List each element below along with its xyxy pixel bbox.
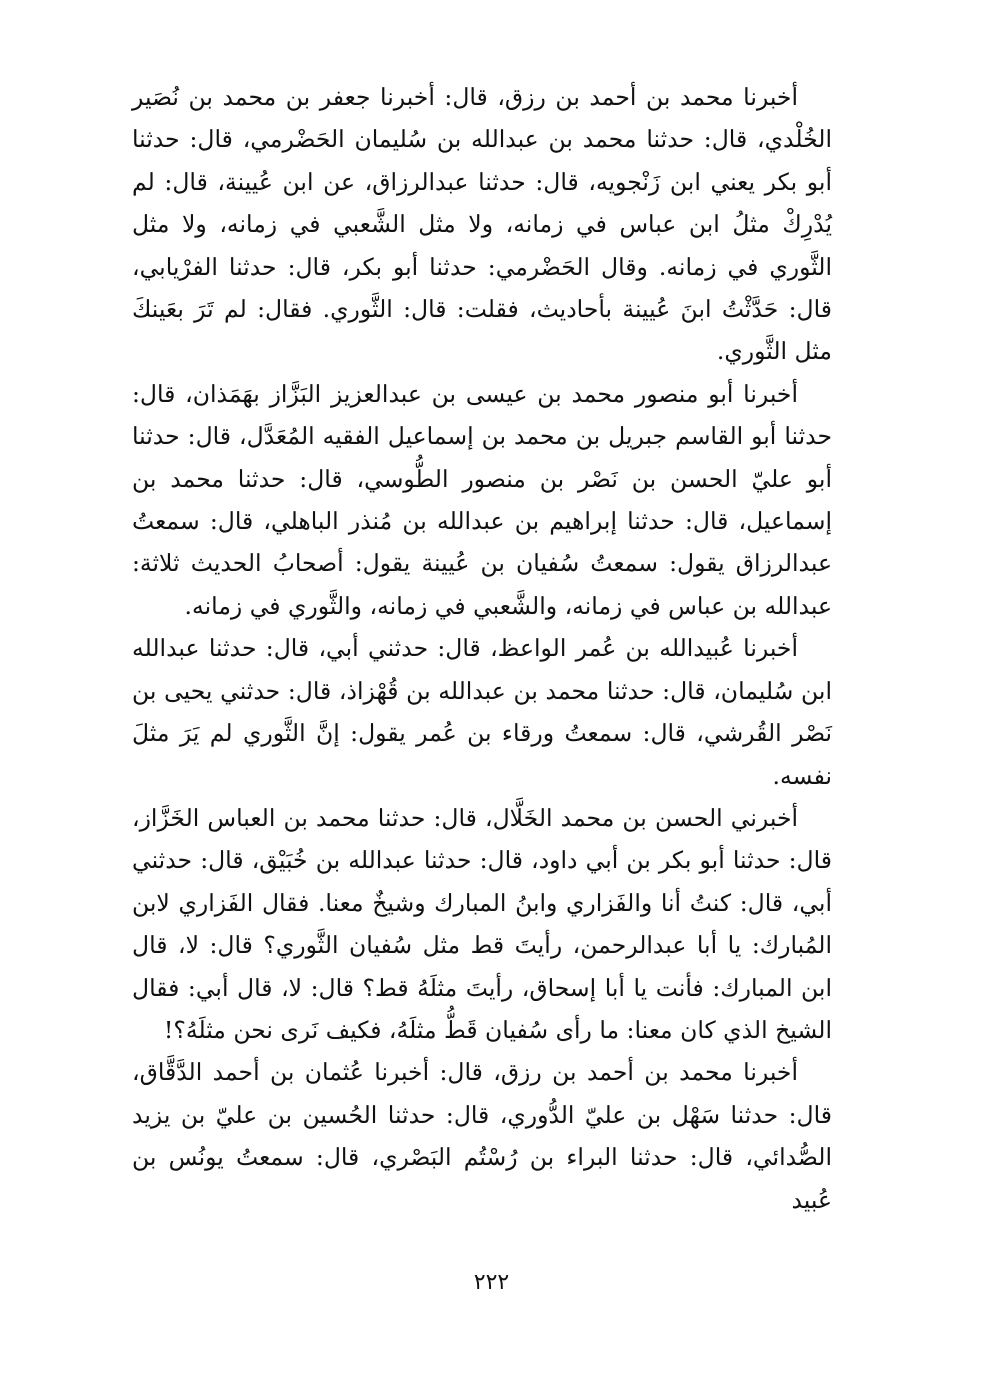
body-text — [132, 76, 832, 1221]
paragraph-3: أخبرنا عُبيدالله بن عُمر الواعظ، قال: حدثني أبي، قال: حدثنا عبدالله ابن سُليمان، قال: حدثنا محمد بن عبدالله بن قُهْزاذ، قال: حدثني يحيى بن نَصْر القُرشي، قال: سمعتُ ورقاء بن عُمر يقول: إنَّ الثَّوري لم يَرَ مثلَ نفسه. — [132, 634, 832, 790]
page-number: ٢٢٢ — [473, 1270, 510, 1295]
paragraph-4: أخبرني الحسن بن محمد الخَلَّال، قال: حدثنا محمد بن العباس الخَزَّاز، قال: حدثنا أبو بكر بن أبي داود، قال: حدثنا عبدالله بن خُبَيْق، قال: حدثني أبي، قال: كنتُ أنا والفَزاري وابنُ المبارك وشيخٌ معنا. فقال الفَزاري لابن المُبارك: يا أبا عبدالرحمن، رأيتَ قط مثل سُفيان الثَّوري؟ قال: لا، قال ابن المبارك: فأنت يا أبا إسحاق، رأيتَ مثلَهُ قط؟ قال: لا، قال أبي: فقال الشيخ الذي كان معنا: ما رأى سُفيان قَطُّ مثلَهُ، فكيف نَرى نحن مثلَهُ؟! — [132, 803, 832, 1044]
paragraph-2: أخبرنا أبو منصور محمد بن عيسى بن عبدالعزيز البَزَّاز بهَمَذان، قال: حدثنا أبو القاسم جبريل بن محمد بن إسماعيل الفقيه المُعَدَّل، قال: حدثنا أبو عليّ الحسن بن نَصْر بن منصور الطُّوسي، قال: حدثنا محمد بن إسماعيل، قال: حدثنا إبراهيم بن عبدالله بن مُنذر الباهلي، قال: سمعتُ عبدالرزاق يقول: سمعتُ سُفيان بن عُيينة يقول: أصحابُ الحديث ثلاثة: عبدالله بن عباس في زمانه، والشَّعبي في زمانه، والثَّوري في زمانه. — [132, 379, 832, 620]
paragraph-5: أخبرنا محمد بن أحمد بن رزق، قال: أخبرنا عُثمان بن أحمد الدَّقَّاق، قال: حدثنا سَهْل بن عليّ الدُّوري، قال: حدثنا الحُسين بن عليّ بن يزيد الصُّدائي، قال: حدثنا البراء بن رُسْتُم البَصْري، قال: سمعتُ يونُس بن عُبيد — [132, 1058, 832, 1214]
paragraph-1: أخبرنا محمد بن أحمد بن رزق، قال: أخبرنا جعفر بن محمد بن نُصَير الخُلْدي، قال: حدثنا محمد بن عبدالله بن سُليمان الحَضْرمي، قال: حدثنا أبو بكر يعني ابن زَنْجويه، قال: حدثنا عبدالرزاق، عن ابن عُيينة، قال: لم يُدْرِكْ مثلُ ابن عباس في زمانه، ولا مثل الشَّعبي في زمانه، ولا مثل الثَّوري في زمانه. وقال الحَضْرمي: حدثنا أبو بكر، قال: حدثنا الفرْيابي، قال: حَدَّثْتُ ابنَ عُيينة بأحاديث، فقلت: قال: الثَّوري. فقال: لم تَرَ بعَينكَ مثل الثَّوري. — [132, 83, 832, 366]
